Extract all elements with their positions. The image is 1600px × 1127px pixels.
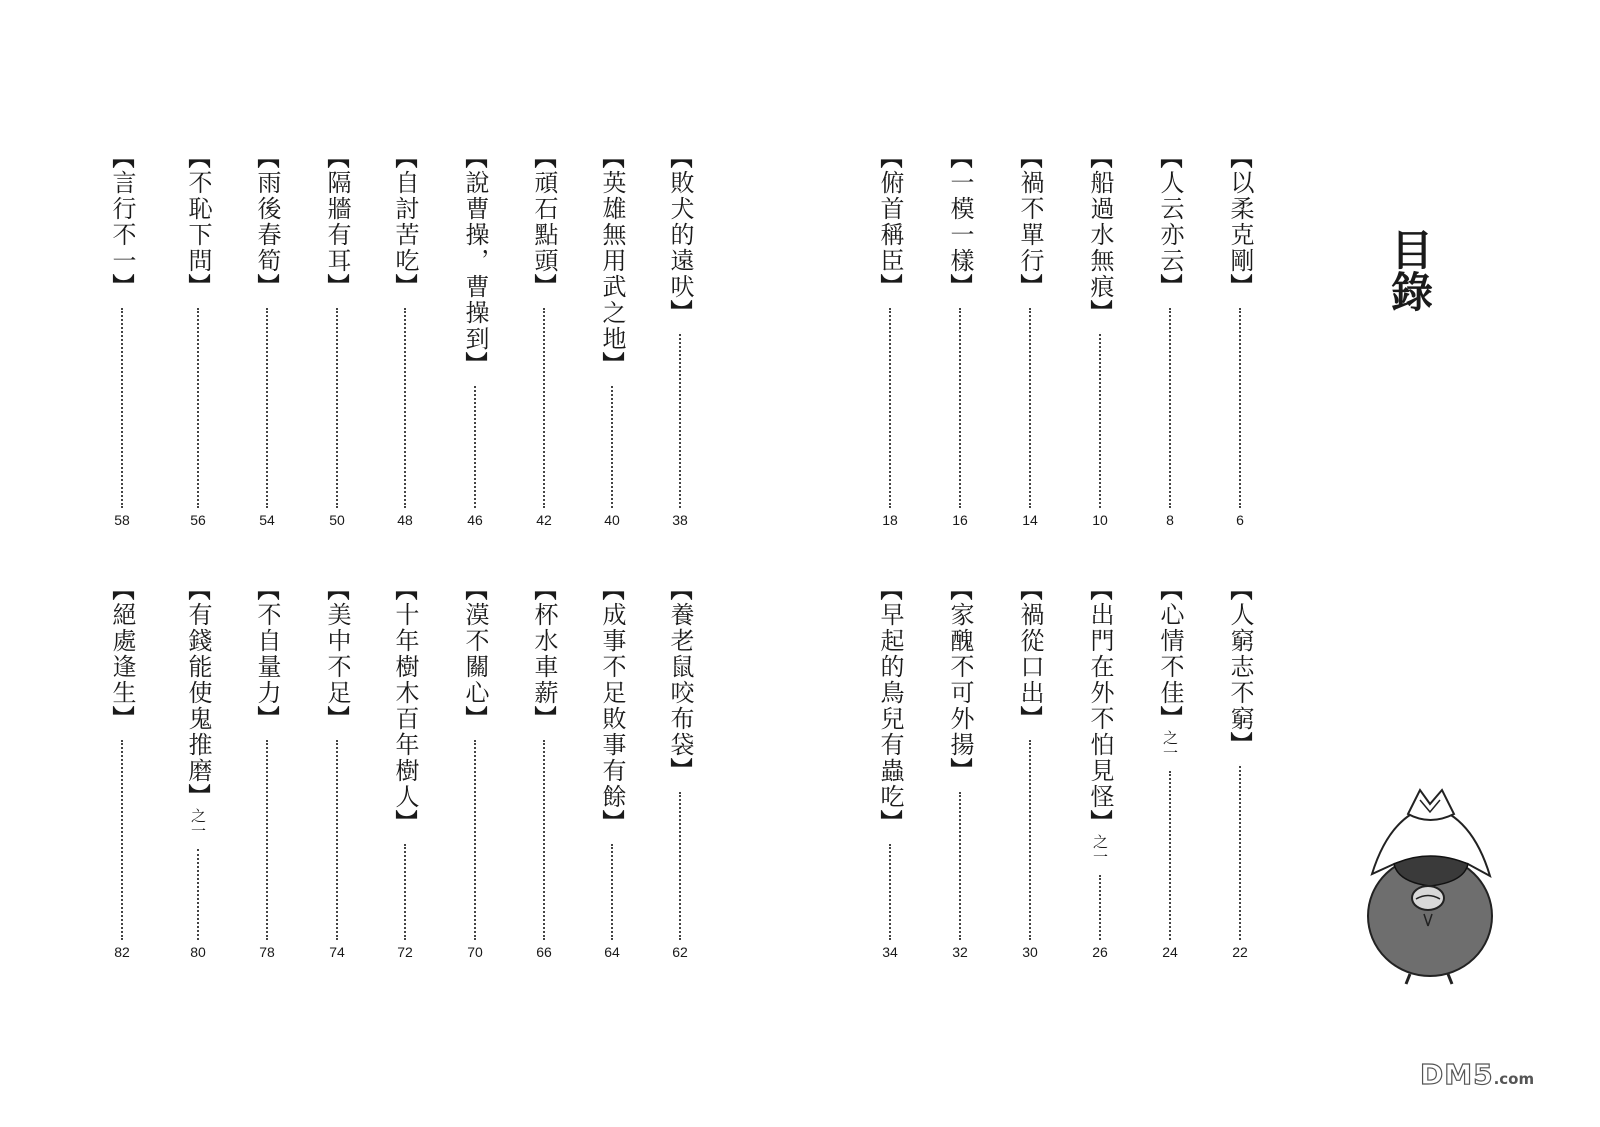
toc-entry-title: 【人云亦云】 [1156,146,1184,298]
dotted-leader [336,308,338,508]
dotted-leader [1239,766,1241,940]
toc-page-number: 50 [329,512,345,528]
dotted-leader [543,308,545,508]
toc-entry-title: 【言行不一】 [108,146,136,298]
toc-entry-title: 【雨後春筍】 [253,146,281,298]
page-title: 目錄 [1385,228,1434,312]
dotted-leader [121,740,123,940]
toc-page-number: 22 [1232,944,1248,960]
dm5-logo [1420,1058,1534,1098]
toc-entry-title: 【敗犬的遠吠】 [666,146,694,324]
toc-entry-title: 【說曹操，曹操到】 [461,146,489,376]
toc-page-number: 26 [1092,944,1108,960]
toc-entry-title: 【家醜不可外揚】 [946,578,974,782]
dotted-leader [474,386,476,508]
logo-suffix: .com [1493,1070,1535,1088]
toc-entry-suffix: 之一 [189,808,207,838]
toc-page-number: 74 [329,944,345,960]
toc-page-number: 6 [1236,512,1244,528]
toc-entry-title: 【自討苦吃】 [391,146,419,298]
dotted-leader [336,740,338,940]
toc-page-number: 80 [190,944,206,960]
toc-entry-title: 【出門在外不怕見怪】之一 [1086,578,1114,864]
toc-entry-title: 【絕處逢生】 [108,578,136,730]
toc-page-number: 56 [190,512,206,528]
dotted-leader [611,386,613,508]
dotted-leader [889,844,891,940]
toc-page-number: 24 [1162,944,1178,960]
dotted-leader [1029,308,1031,508]
dotted-leader [474,740,476,940]
toc-page-number: 40 [604,512,620,528]
dotted-leader [1169,308,1171,508]
toc-page-number: 10 [1092,512,1108,528]
toc-entry-title: 【禍從口出】 [1016,578,1044,730]
toc-entry-title: 【養老鼠咬布袋】 [666,578,694,782]
dotted-leader [266,740,268,940]
dotted-leader [959,308,961,508]
toc-entry-title: 【頑石點頭】 [530,146,558,298]
toc-page-number: 34 [882,944,898,960]
dotted-leader [1239,308,1241,508]
toc-entry-title: 【船過水無痕】 [1086,146,1114,324]
dotted-leader [404,844,406,940]
toc-page-number: 30 [1022,944,1038,960]
toc-entry-title: 【杯水車薪】 [530,578,558,730]
dotted-leader [197,308,199,508]
toc-entry-title: 【俯首稱臣】 [876,146,904,298]
toc-page-number: 16 [952,512,968,528]
toc-page-number: 46 [467,512,483,528]
toc-page-number: 72 [397,944,413,960]
toc-entry-title: 【不自量力】 [253,578,281,730]
toc-page-number: 64 [604,944,620,960]
dotted-leader [679,334,681,508]
toc-entry-suffix: 之一 [1091,834,1109,864]
toc-page-number: 70 [467,944,483,960]
toc-entry-title: 【成事不足敗事有餘】 [598,578,626,834]
dotted-leader [197,849,199,940]
toc-entry-title: 【早起的鳥兒有蟲吃】 [876,578,904,834]
toc-page-number: 54 [259,512,275,528]
toc-entry-title: 【心情不佳】之一 [1156,578,1184,760]
dotted-leader [1169,771,1171,940]
toc-entry-title: 【有錢能使鬼推磨】之一 [184,578,212,838]
logo-main: DM5 [1420,1058,1494,1091]
toc-page-number: 8 [1166,512,1174,528]
toc-entry-title: 【以柔克剛】 [1226,146,1254,298]
toc-entry-title: 【一模一樣】 [946,146,974,298]
toc-page-number: 48 [397,512,413,528]
penguin-mascot-illustration [1360,786,1502,986]
toc-entry-title: 【漠不關心】 [461,578,489,730]
toc-page-number: 18 [882,512,898,528]
toc-entry-title: 【隔牆有耳】 [323,146,351,298]
dotted-leader [889,308,891,508]
dotted-leader [543,740,545,940]
dotted-leader [611,844,613,940]
dotted-leader [959,792,961,940]
toc-page-number: 58 [114,512,130,528]
toc-page-number: 42 [536,512,552,528]
toc-entry-title: 【人窮志不窮】 [1226,578,1254,756]
dotted-leader [1099,334,1101,508]
dotted-leader [404,308,406,508]
dotted-leader [679,792,681,940]
toc-page-number: 78 [259,944,275,960]
toc-page-number: 66 [536,944,552,960]
toc-entry-title: 【美中不足】 [323,578,351,730]
toc-page-number: 14 [1022,512,1038,528]
dotted-leader [266,308,268,508]
toc-entry-title: 【不恥下問】 [184,146,212,298]
toc-page-number: 82 [114,944,130,960]
toc-entry-title: 【英雄無用武之地】 [598,146,626,376]
toc-entry-title: 【禍不單行】 [1016,146,1044,298]
toc-entry-title: 【十年樹木百年樹人】 [391,578,419,834]
toc-page-number: 62 [672,944,688,960]
dotted-leader [1029,740,1031,940]
toc-entry-suffix: 之一 [1161,730,1179,760]
dotted-leader [1099,875,1101,940]
toc-page-number: 32 [952,944,968,960]
toc-page-number: 38 [672,512,688,528]
dotted-leader [121,308,123,508]
